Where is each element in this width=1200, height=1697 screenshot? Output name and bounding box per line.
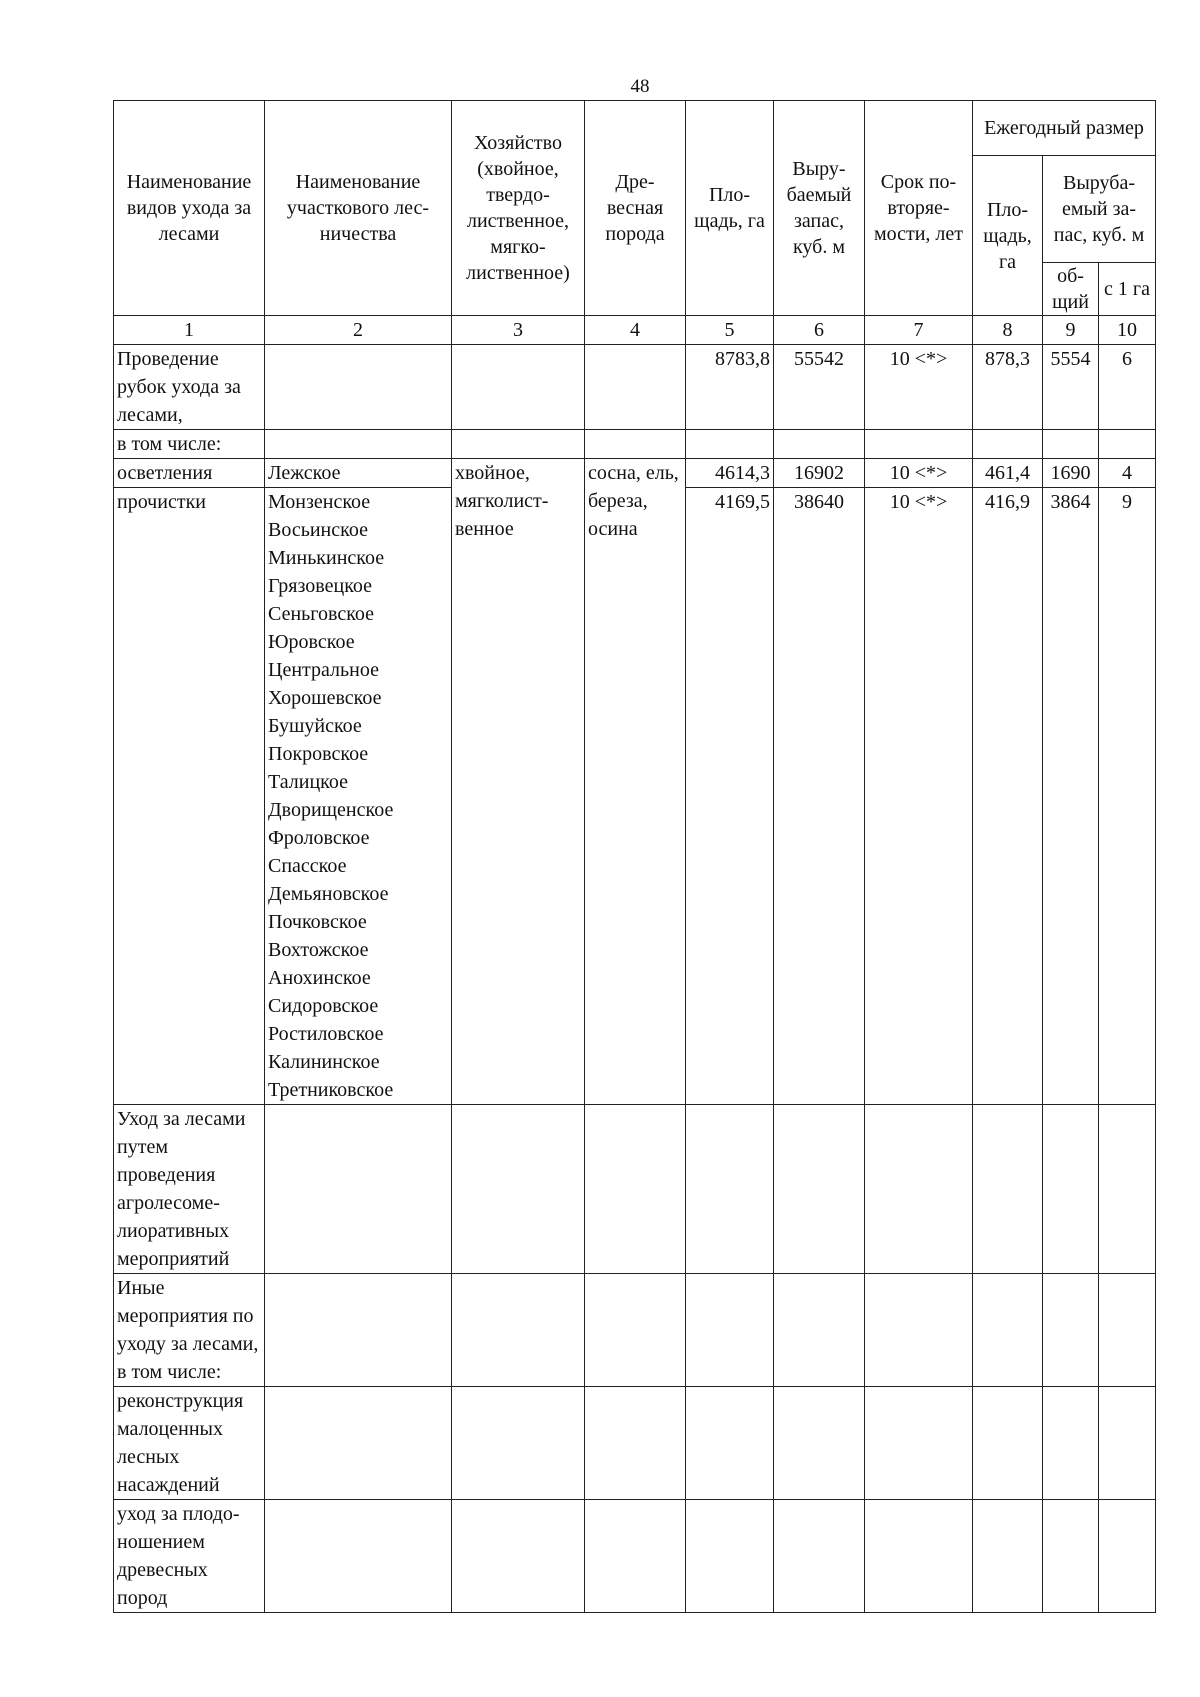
per-ha-value: 6	[1099, 345, 1156, 430]
table-row-other	[114, 1274, 1156, 1387]
forestry-name: Лежское	[265, 459, 452, 488]
forestry-list: Монзенское Восьинское Минькинское Грязовецкое Сеньговское Юровское Центральное Хорошевское Бушуйское Покровское Талицкое Дворищенское Фроловское Спасское Демьяновское Почковское Вохтожское Анохинское Сидоровское Ростиловское Калининское Третниковское	[265, 488, 452, 1105]
row-name: в том числе:	[114, 430, 265, 459]
column-number: 7	[865, 316, 973, 345]
row-name: Иные мероприятия по уходу за лесами, в том числе:	[114, 1274, 265, 1387]
header-farm: Хозяйство (хвойное, твердо-лиственное, мягко-лиственное)	[452, 101, 585, 316]
column-number: 2	[265, 316, 452, 345]
annual-total-value: 5554	[1043, 345, 1099, 430]
table-row-fruit	[114, 1500, 1156, 1613]
header-total: об-щий	[1043, 263, 1099, 316]
table-row-reconstruction	[114, 1387, 1156, 1500]
table-row-total	[114, 345, 1156, 430]
header-row-1	[114, 101, 1156, 156]
row-name: осветления	[114, 459, 265, 488]
column-number: 5	[686, 316, 774, 345]
period-value: 10 <*>	[865, 459, 973, 488]
row-name: реконструкция малоценных лесных насаждений	[114, 1387, 265, 1500]
header-period: Срок по-вторяе-мости, лет	[865, 101, 973, 316]
per-ha-value: 4	[1099, 459, 1156, 488]
period-value: 10 <*>	[865, 345, 973, 430]
column-number: 4	[585, 316, 686, 345]
table-row-including	[114, 430, 1156, 459]
period-value: 10 <*>	[865, 488, 973, 1105]
volume-value: 38640	[774, 488, 865, 1105]
header-species: Дре-весная порода	[585, 101, 686, 316]
column-number: 6	[774, 316, 865, 345]
header-care-type: Наименование видов ухода за лесами	[114, 101, 265, 316]
forest-care-table	[113, 100, 1156, 1613]
row-name: уход за плодо-ношением древесных пород	[114, 1500, 265, 1613]
column-number: 1	[114, 316, 265, 345]
farm-type: хвойное, мягколист-венное	[452, 459, 585, 1105]
table-row-osvetleniya	[114, 459, 1156, 488]
column-number: 3	[452, 316, 585, 345]
column-numbers-row	[114, 316, 1156, 345]
annual-total-value: 3864	[1043, 488, 1099, 1105]
annual-area-value: 416,9	[973, 488, 1043, 1105]
species: сосна, ель, береза, осина	[585, 459, 686, 1105]
column-number: 8	[973, 316, 1043, 345]
per-ha-value: 9	[1099, 488, 1156, 1105]
header-annual-area: Пло-щадь, га	[973, 156, 1043, 316]
area-value: 4169,5	[686, 488, 774, 1105]
page-number: 48	[630, 76, 650, 97]
table-row-agro	[114, 1105, 1156, 1274]
row-name: прочистки	[114, 488, 265, 1105]
header-cut-volume: Выруба-емый за-пас, куб. м	[1043, 156, 1156, 263]
header-volume: Выру-баемый запас, куб. м	[774, 101, 865, 316]
header-annual-size: Ежегодный размер	[973, 101, 1156, 156]
annual-area-value: 878,3	[973, 345, 1043, 430]
area-value: 4614,3	[686, 459, 774, 488]
row-name: Уход за лесами путем проведения агролесоме-лиоративных мероприятий	[114, 1105, 265, 1274]
header-per-ha: с 1 га	[1099, 263, 1156, 316]
annual-area-value: 461,4	[973, 459, 1043, 488]
column-number: 10	[1099, 316, 1156, 345]
volume-value: 55542	[774, 345, 865, 430]
header-area: Пло-щадь, га	[686, 101, 774, 316]
volume-value: 16902	[774, 459, 865, 488]
row-name: Проведение рубок ухода за лесами,	[114, 345, 265, 430]
annual-total-value: 1690	[1043, 459, 1099, 488]
column-number: 9	[1043, 316, 1099, 345]
header-forestry: Наименование участкового лес-ничества	[265, 101, 452, 316]
area-value: 8783,8	[686, 345, 774, 430]
